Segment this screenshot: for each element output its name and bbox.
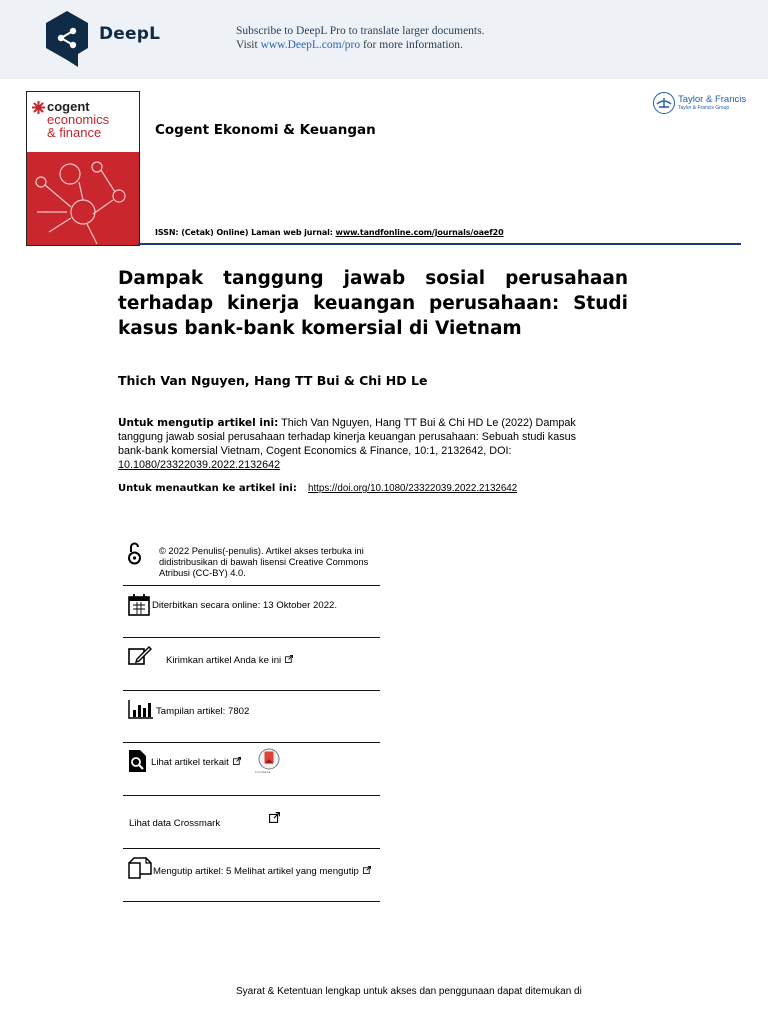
panel-divider	[123, 795, 380, 796]
license-text: © 2022 Penulis(-penulis). Artikel akses terbuka ini didistribusikan di bawah lisensi Creative Commons Atribusi (CC-BY) 4.0.	[159, 546, 369, 578]
edit-icon	[128, 645, 152, 667]
deepl-visit-text: Visit	[236, 39, 261, 51]
crossmark-label: CrossMark	[255, 770, 271, 774]
published-date: Diterbitkan secara online: 13 Oktober 2022.	[152, 600, 338, 611]
deepl-pro-link[interactable]: www.DeepL.com/pro	[260, 39, 361, 51]
deepl-brand-name: DeepL	[99, 24, 161, 44]
copy-documents-icon	[128, 856, 152, 880]
panel-divider	[123, 742, 380, 743]
panel-divider	[123, 690, 380, 691]
publisher-group: Taylor & Francis Group	[678, 105, 730, 111]
article-authors: Thich Van Nguyen, Hang TT Bui & Chi HD Le	[118, 373, 428, 388]
related-articles-row[interactable]	[123, 748, 380, 778]
published-row	[123, 593, 380, 619]
citation-text: Thich Van Nguyen, Hang TT Bui & Chi HD Le (2022) Dampak tanggung jawab sosial perusahaan terhadap kinerja keuangan perusahaan: Sebuah studi kasus bank-bank komersial Vietnam, Cogent Economics & Finance, 10:1, 2132642, DOI:	[118, 417, 577, 457]
publisher-emblem-icon	[653, 92, 675, 114]
open-access-icon	[127, 541, 142, 566]
cover-brand	[47, 100, 109, 139]
deepl-subscribe-message	[236, 24, 484, 52]
deepl-logo-icon	[44, 10, 90, 68]
publisher-name: Taylor & Francis	[678, 94, 747, 105]
citation-doi-link[interactable]: 10.1080/23322039.2022.2132642	[118, 459, 281, 471]
deepl-banner	[0, 0, 768, 79]
crossmark-data-link[interactable]: Lihat data Crossmark	[129, 818, 221, 829]
article-title: Dampak tanggung jawab sosial perusahaan terhadap kinerja keuangan perusahaan: Studi kasus bank-bank komersial di Vietnam	[118, 268, 628, 339]
citation-block	[118, 416, 588, 472]
crossmark-badge[interactable]	[255, 748, 280, 776]
external-link-icon	[233, 757, 241, 765]
cover-network-pattern-icon	[27, 152, 139, 245]
related-articles-text: Lihat artikel terkait	[151, 757, 229, 768]
bar-chart-icon	[128, 699, 154, 719]
article-doi-url[interactable]: https://doi.org/10.1080/23322039.2022.2132642	[308, 483, 518, 494]
journal-cover-image	[26, 91, 140, 246]
panel-divider	[123, 637, 380, 638]
issn-text: ISSN: (Cetak) Online) Laman web jurnal:	[155, 228, 336, 237]
external-link-icon	[285, 655, 293, 663]
crossmark-icon	[258, 748, 280, 770]
crossmark-row[interactable]	[123, 806, 380, 832]
deepl-message-line2	[236, 38, 484, 52]
submit-article-row[interactable]	[123, 645, 380, 671]
issn-line	[155, 228, 504, 237]
cover-red-panel	[27, 152, 139, 245]
article-views-row	[123, 698, 380, 722]
external-link-icon	[363, 866, 371, 874]
article-link-label: Untuk menautkan ke artikel ini:	[118, 483, 297, 494]
cogent-star-icon	[32, 101, 45, 114]
journal-title: Cogent Ekonomi & Keuangan	[155, 122, 376, 138]
search-document-icon	[128, 749, 147, 773]
submit-article-text: Kirimkan artikel Anda ke ini	[166, 655, 282, 666]
views-count: Tampilan artikel: 7802	[156, 706, 250, 717]
deepl-info-text: for more information.	[360, 39, 463, 51]
terms-footer: Syarat & Ketentuan lengkap untuk akses dan penggunaan dapat ditemukan di	[236, 986, 582, 997]
calendar-icon	[128, 593, 150, 616]
panel-divider	[123, 585, 380, 586]
related-articles-link[interactable]	[151, 757, 241, 768]
journal-homepage-link[interactable]: www.tandfonline.com/journals/oaef20	[335, 228, 504, 237]
submit-article-link[interactable]	[166, 655, 293, 666]
cover-top	[27, 92, 139, 152]
article-link-row	[118, 483, 518, 494]
cover-brand-finance: & finance	[47, 125, 102, 140]
header-divider	[138, 243, 741, 245]
panel-divider	[123, 848, 380, 849]
panel-divider	[123, 901, 380, 902]
external-link-icon[interactable]	[269, 812, 280, 823]
citing-articles-link[interactable]	[153, 866, 371, 877]
citing-articles-row[interactable]	[123, 856, 380, 882]
citing-articles-text: Mengutip artikel: 5 Melihat artikel yang mengutip	[153, 866, 359, 877]
cover-brand-cogent: cogent	[47, 99, 90, 114]
deepl-message-line1: Subscribe to DeepL Pro to translate larger documents.	[236, 25, 485, 37]
cover-brand-economics: economics	[47, 112, 110, 127]
citation-label: Untuk mengutip artikel ini:	[118, 417, 279, 429]
